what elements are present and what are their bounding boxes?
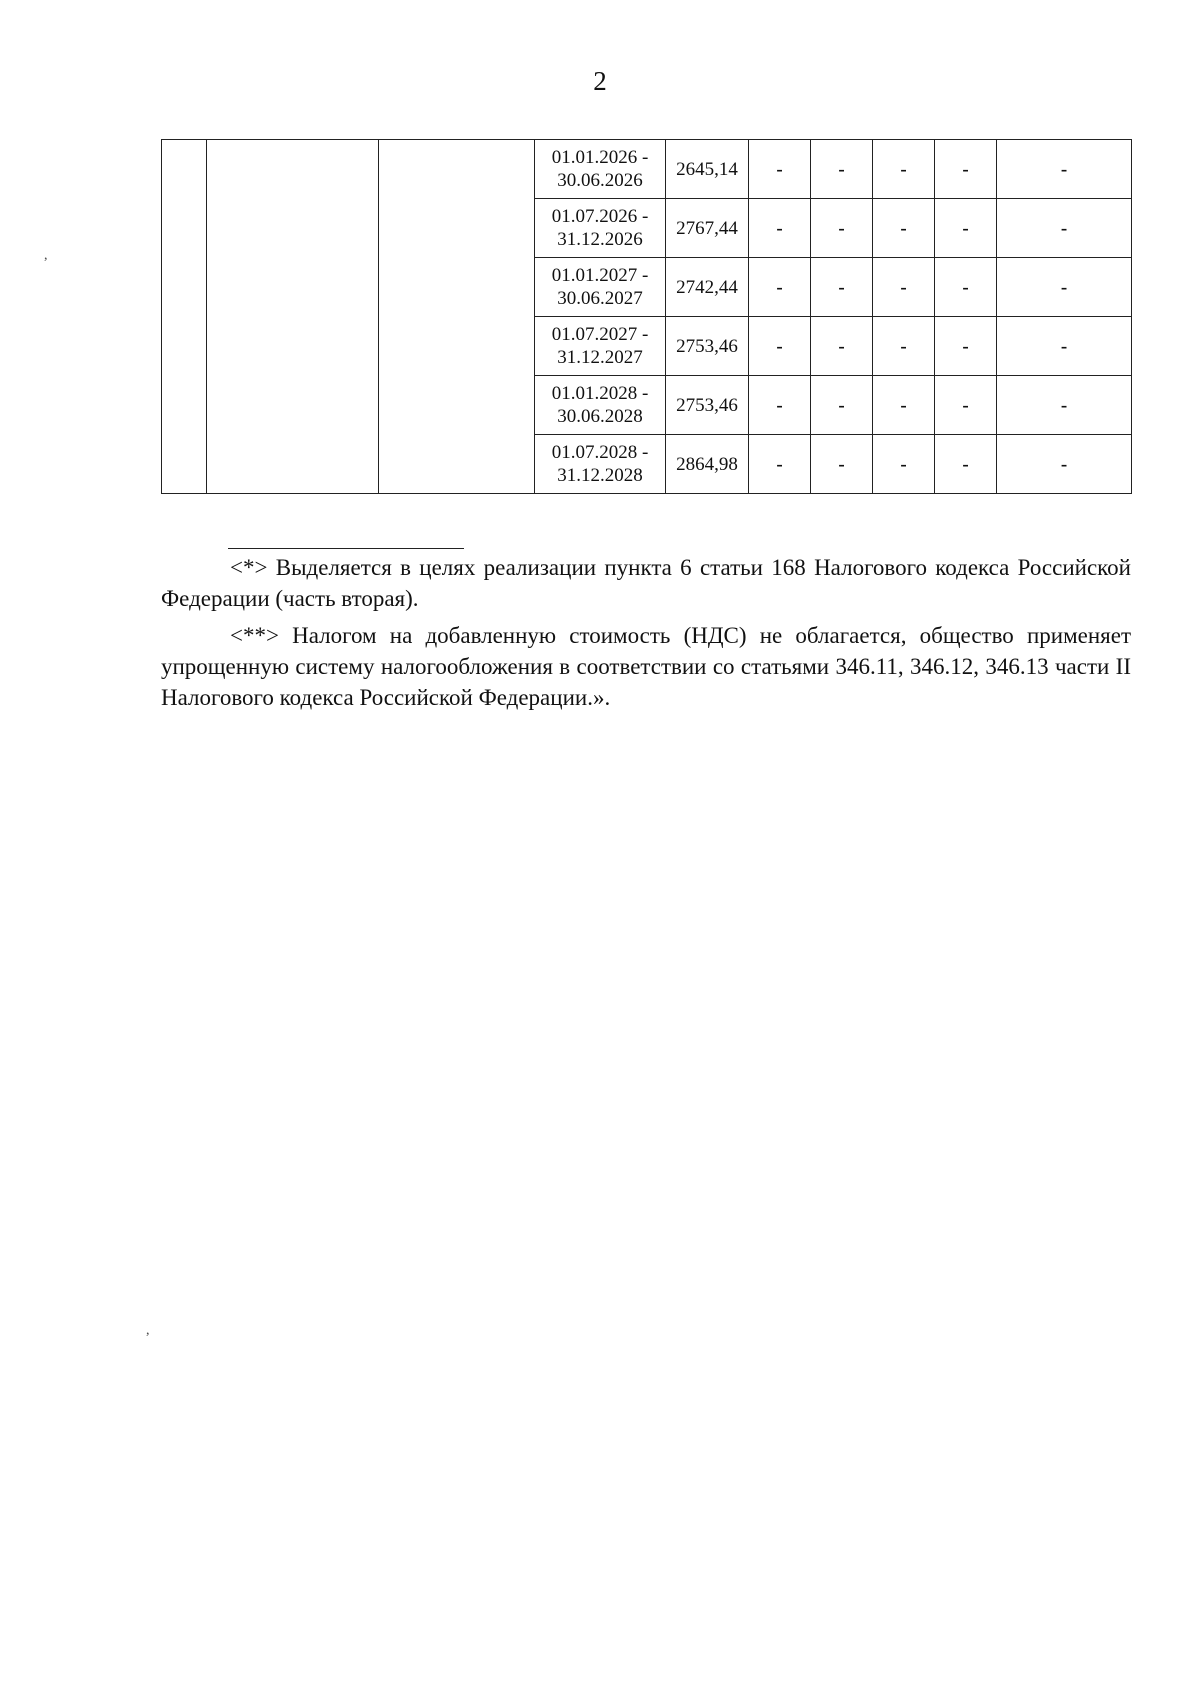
dash-cell: - [873,435,935,494]
dash-cell: - [811,140,873,199]
dash-cell: - [811,435,873,494]
tariff-value: 2645,14 [666,140,749,199]
tariff-value: 2753,46 [666,317,749,376]
dash-cell: - [935,199,997,258]
period-end: 30.06.2028 [557,406,643,427]
tariff-value: 2753,46 [666,376,749,435]
dash-cell: - [749,140,811,199]
footnote-separator [228,548,464,549]
dash-cell: - [997,199,1132,258]
dash-cell: - [749,376,811,435]
dash-cell: - [749,435,811,494]
dash-cell: - [749,258,811,317]
tariff-table [161,139,1132,494]
dash-cell: - [997,376,1132,435]
period-cell [535,435,666,494]
dash-cell: - [997,317,1132,376]
dash-cell: - [997,435,1132,494]
dash-cell: - [935,435,997,494]
period-cell [535,258,666,317]
dash-cell: - [749,199,811,258]
dash-cell: - [749,317,811,376]
period-start: 01.01.2026 - [551,147,649,168]
dash-cell: - [935,376,997,435]
dash-cell: - [873,376,935,435]
period-start: 01.01.2028 - [551,383,649,404]
period-end: 31.12.2026 [557,229,643,250]
period-end: 31.12.2027 [557,347,643,368]
period-end: 30.06.2026 [557,170,643,191]
dash-cell: - [873,317,935,376]
period-cell [535,376,666,435]
table-row [162,140,1132,199]
table-body [162,140,1132,494]
dash-cell: - [811,317,873,376]
period-cell [535,317,666,376]
tariff-value: 2767,44 [666,199,749,258]
dash-cell: - [873,258,935,317]
empty-cell-col1 [162,140,207,494]
dash-cell: - [935,258,997,317]
empty-cell-col2 [207,140,379,494]
scan-mark: , [44,248,48,263]
footnote-vat-allocation: <*> Выделяется в целях реализации пункта 6 статьи 168 Налогового кодекса Российской Федерации (часть вторая). [161,555,1131,611]
footnotes [161,552,1131,719]
period-start: 01.07.2026 - [551,206,649,227]
dash-cell: - [873,199,935,258]
period-start: 01.07.2027 - [551,324,649,345]
period-cell [535,199,666,258]
dash-cell: - [935,317,997,376]
period-start: 01.01.2027 - [551,265,649,286]
dash-cell: - [997,258,1132,317]
tariff-value: 2742,44 [666,258,749,317]
dash-cell: - [873,140,935,199]
dash-cell: - [811,258,873,317]
dash-cell: - [997,140,1132,199]
period-cell [535,140,666,199]
dash-cell: - [811,376,873,435]
period-end: 31.12.2028 [557,465,643,486]
dash-cell: - [935,140,997,199]
empty-cell-col3 [379,140,535,494]
page-number: 2 [593,66,607,96]
tariff-value: 2864,98 [666,435,749,494]
dash-cell: - [811,199,873,258]
period-end: 30.06.2027 [557,288,643,309]
footnote-vat-exempt: <**> Налогом на добавленную стоимость (НДС) не облагается, общество применяет упрощенную систему налогообложения в соответствии со статьями 346.11, 346.12, 346.13 части II Налогового кодекса Российской Федерации.». [161,623,1131,710]
scan-mark: , [146,1323,150,1338]
period-start: 01.07.2028 - [551,442,649,463]
